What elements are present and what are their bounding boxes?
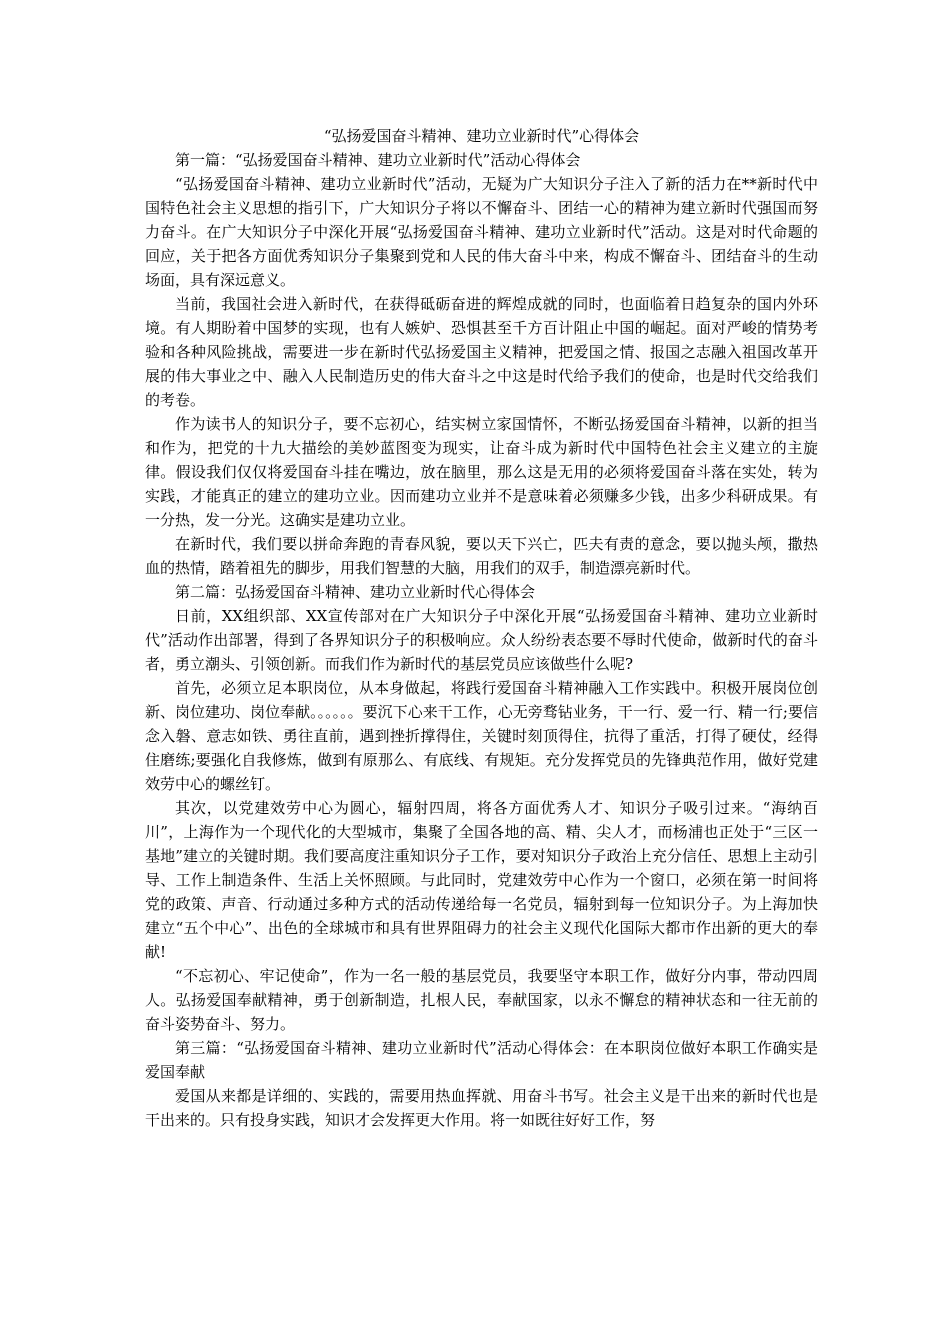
paragraph: “弘扬爱国奋斗精神、建功立业新时代”活动，无疑为广大知识分子注入了新的活力在**新时代中国特色社会主义思想的指引下，广大知识分子将以不懈奋斗、团结一心的精神为建立新时代强国而努力奋斗。在广大知识分子中深化开展“弘扬爱国奋斗精神、建功立业新时代”活动。这是对时代命题的回应，关于把各方面优秀知识分子集聚到党和人民的伟大奋斗中来，构成不懈奋斗、团结奋斗的生动场面，具有深远意义。 — [145, 175, 818, 289]
paragraph: 其次，以党建效劳中心为圆心，辐射四周，将各方面优秀人才、知识分子吸引过来。“海纳百川”，上海作为一个现代化的大型城市，集聚了全国各地的高、精、尖人才，而杨浦也正处于“三区一基地”建立的关键时期。我们要高度注重知识分子工作，要对知识分子政治上充分信任、思想上主动引导、工作上制造条件、生活上关怀照顾。与此同时，党建效劳中心作为一个窗口，必须在第一时间将党的政策、声音、行动通过多种方式的活动传递给每一名党员，辐射到每一位知识分子。为上海加快建立“五个中心”、出色的全球城市和具有世界阻碍力的社会主义现代化国际大都市作出新的更大的奉献! — [145, 799, 818, 961]
paragraph: 首先，必须立足本职岗位，从本身做起，将践行爱国奋斗精神融入工作实践中。积极开展岗位创新、岗位建功、岗位奉献。。。。。。要沉下心来干工作，心无旁骛钻业务，干一行、爱一行、精一行;要信念入磐、意志如铁、勇往直前，遇到挫折撑得住，关键时刻顶得住，抗得了重活，打得了硬仗，经得住磨练;要强化自我修炼，做到有原那么、有底线、有规矩。充分发挥党员的先锋典范作用，做好党建效劳中心的螺丝钉。 — [145, 679, 818, 793]
paragraph: 爱国从来都是详细的、实践的，需要用热血挥就、用奋斗书写。社会主义是干出来的新时代也是干出来的。只有投身实践，知识才会发挥更大作用。将一如既往好好工作，努 — [145, 1087, 818, 1129]
paragraph: 日前，XX组织部、XX宣传部对在广大知识分子中深化开展“弘扬爱国奋斗精神、建功立业新时代”活动作出部署，得到了各界知识分子的积极响应。众人纷纷表态要不辱时代使命，做新时代的奋斗者，勇立潮头、引领创新。而我们作为新时代的基层党员应该做些什么呢? — [145, 607, 818, 673]
document-title: “弘扬爱国奋斗精神、建功立业新时代”心得体会 — [323, 127, 640, 145]
paragraph: 在新时代，我们要以拼命奔跑的青春风貌，要以天下兴亡，匹夫有责的意念，要以抛头颅，撒热血的热情，踏着祖先的脚步，用我们智慧的大脑，用我们的双手，制造漂亮新时代。 — [145, 535, 818, 577]
section-heading-1: 第一篇：“弘扬爱国奋斗精神、建功立业新时代”活动心得体会 — [175, 151, 581, 169]
document-page — [145, 124, 818, 1132]
section-heading-2: 第二篇：弘扬爱国奋斗精神、建功立业新时代心得体会 — [175, 583, 536, 601]
paragraph: 作为读书人的知识分子，要不忘初心，结实树立家国情怀，不断弘扬爱国奋斗精神，以新的担当和作为，把党的十九大描绘的美妙蓝图变为现实，让奋斗成为新时代中国特色社会主义建立的主旋律。假设我们仅仅将爱国奋斗挂在嘴边，放在脑里，那么这是无用的必须将爱国奋斗落在实处，转为实践，才能真正的建立的建功立业。因而建功立业并不是意味着必须赚多少钱，出多少科研成果。有一分热，发一分光。这确实是建功立业。 — [145, 415, 818, 529]
paragraph: “不忘初心、牢记使命”，作为一名一般的基层党员，我要坚守本职工作，做好分内事，带动四周人。弘扬爱国奉献精神，勇于创新制造，扎根人民，奉献国家，以永不懈怠的精神状态和一往无前的奋斗姿势奋斗、努力。 — [145, 967, 818, 1033]
section-heading-3: 第三篇：“弘扬爱国奋斗精神、建功立业新时代”活动心得体会：在本职岗位做好本职工作确实是爱国奉献 — [145, 1039, 818, 1081]
paragraph: 当前，我国社会进入新时代，在获得砥砺奋进的辉煌成就的同时，也面临着日趋复杂的国内外环境。有人期盼着中国梦的实现，也有人嫉妒、恐惧甚至千方百计阻止中国的崛起。面对严峻的情势考验和各种风险挑战，需要进一步在新时代弘扬爱国主义精神，把爱国之情、报国之志融入祖国改革开展的伟大事业之中、融入人民制造历史的伟大奋斗之中这是时代给予我们的使命，也是时代交给我们的考卷。 — [145, 295, 818, 409]
